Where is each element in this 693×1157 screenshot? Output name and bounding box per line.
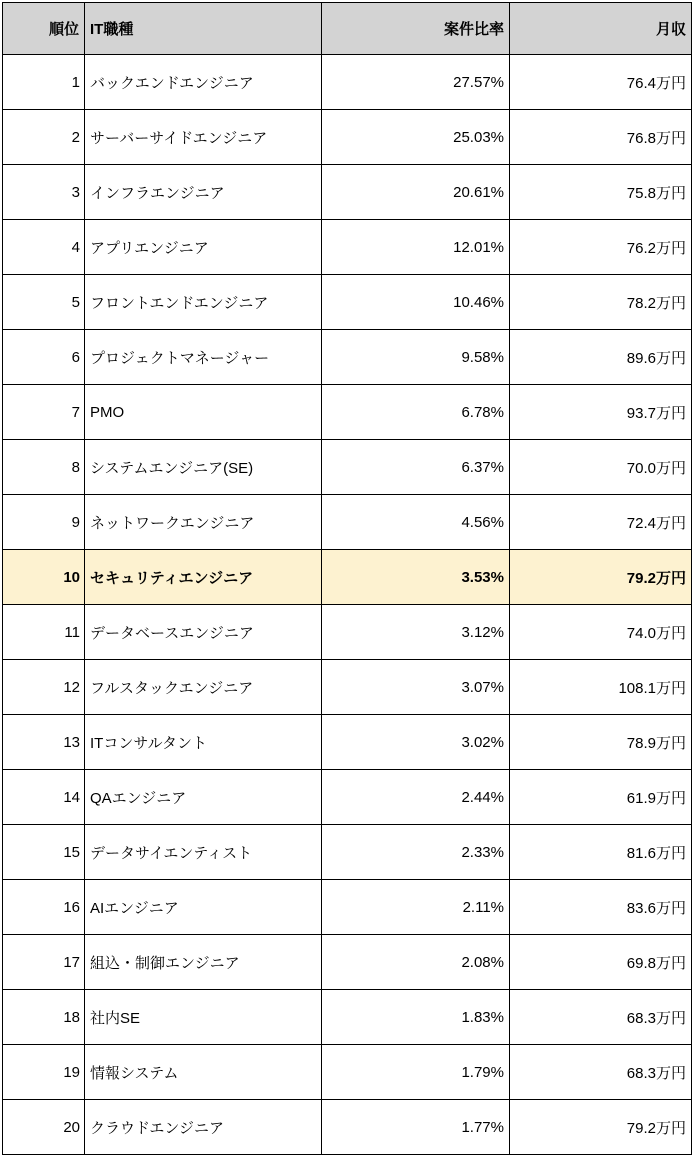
job-cell: インフラエンジニア bbox=[85, 165, 322, 220]
table-row bbox=[3, 825, 692, 880]
income-cell: 70.0万円 bbox=[510, 440, 692, 495]
ratio-cell: 3.12% bbox=[322, 605, 510, 660]
job-cell: 情報システム bbox=[85, 1045, 322, 1100]
rank-cell: 2 bbox=[3, 110, 85, 165]
job-cell: フロントエンドエンジニア bbox=[85, 275, 322, 330]
job-cell: フルスタックエンジニア bbox=[85, 660, 322, 715]
ratio-cell: 2.33% bbox=[322, 825, 510, 880]
table-body bbox=[3, 55, 692, 1155]
table-row bbox=[3, 605, 692, 660]
income-cell: 79.2万円 bbox=[510, 550, 692, 605]
rank-cell: 13 bbox=[3, 715, 85, 770]
rank-cell: 6 bbox=[3, 330, 85, 385]
table-row bbox=[3, 110, 692, 165]
table-row bbox=[3, 935, 692, 990]
ratio-cell: 10.46% bbox=[322, 275, 510, 330]
ratio-cell: 2.11% bbox=[322, 880, 510, 935]
header-row bbox=[3, 3, 692, 55]
income-cell: 78.2万円 bbox=[510, 275, 692, 330]
ratio-cell: 1.77% bbox=[322, 1100, 510, 1155]
table-row bbox=[3, 220, 692, 275]
rank-cell: 19 bbox=[3, 1045, 85, 1100]
ratio-cell: 9.58% bbox=[322, 330, 510, 385]
job-cell: クラウドエンジニア bbox=[85, 1100, 322, 1155]
rank-cell: 1 bbox=[3, 55, 85, 110]
header-ratio: 案件比率 bbox=[322, 3, 510, 55]
rank-cell: 14 bbox=[3, 770, 85, 825]
table-row bbox=[3, 1045, 692, 1100]
table-row bbox=[3, 715, 692, 770]
income-cell: 89.6万円 bbox=[510, 330, 692, 385]
rank-cell: 12 bbox=[3, 660, 85, 715]
job-cell: データベースエンジニア bbox=[85, 605, 322, 660]
job-cell: 社内SE bbox=[85, 990, 322, 1045]
rank-cell: 17 bbox=[3, 935, 85, 990]
ratio-cell: 3.53% bbox=[322, 550, 510, 605]
income-cell: 61.9万円 bbox=[510, 770, 692, 825]
rank-cell: 11 bbox=[3, 605, 85, 660]
table-row bbox=[3, 880, 692, 935]
job-cell: ネットワークエンジニア bbox=[85, 495, 322, 550]
ranking-table bbox=[2, 2, 692, 1155]
rank-cell: 7 bbox=[3, 385, 85, 440]
income-cell: 76.8万円 bbox=[510, 110, 692, 165]
income-cell: 68.3万円 bbox=[510, 990, 692, 1045]
job-cell: システムエンジニア(SE) bbox=[85, 440, 322, 495]
rank-cell: 3 bbox=[3, 165, 85, 220]
rank-cell: 5 bbox=[3, 275, 85, 330]
table-row bbox=[3, 1100, 692, 1155]
job-cell: AIエンジニア bbox=[85, 880, 322, 935]
table-row bbox=[3, 330, 692, 385]
job-cell: プロジェクトマネージャー bbox=[85, 330, 322, 385]
income-cell: 81.6万円 bbox=[510, 825, 692, 880]
table-row bbox=[3, 660, 692, 715]
income-cell: 72.4万円 bbox=[510, 495, 692, 550]
income-cell: 74.0万円 bbox=[510, 605, 692, 660]
header-job: IT職種 bbox=[85, 3, 322, 55]
table-row bbox=[3, 165, 692, 220]
ratio-cell: 27.57% bbox=[322, 55, 510, 110]
rank-cell: 10 bbox=[3, 550, 85, 605]
ratio-cell: 6.37% bbox=[322, 440, 510, 495]
job-cell: アプリエンジニア bbox=[85, 220, 322, 275]
job-cell: PMO bbox=[85, 385, 322, 440]
ratio-cell: 2.44% bbox=[322, 770, 510, 825]
ratio-cell: 1.79% bbox=[322, 1045, 510, 1100]
income-cell: 78.9万円 bbox=[510, 715, 692, 770]
income-cell: 79.2万円 bbox=[510, 1100, 692, 1155]
ratio-cell: 25.03% bbox=[322, 110, 510, 165]
ratio-cell: 3.02% bbox=[322, 715, 510, 770]
table-row bbox=[3, 770, 692, 825]
ratio-cell: 6.78% bbox=[322, 385, 510, 440]
income-cell: 76.4万円 bbox=[510, 55, 692, 110]
table-row bbox=[3, 55, 692, 110]
ratio-cell: 3.07% bbox=[322, 660, 510, 715]
rank-cell: 18 bbox=[3, 990, 85, 1045]
income-cell: 75.8万円 bbox=[510, 165, 692, 220]
ratio-cell: 12.01% bbox=[322, 220, 510, 275]
income-cell: 108.1万円 bbox=[510, 660, 692, 715]
ratio-cell: 4.56% bbox=[322, 495, 510, 550]
income-cell: 83.6万円 bbox=[510, 880, 692, 935]
job-cell: ITコンサルタント bbox=[85, 715, 322, 770]
table-row-highlighted bbox=[3, 550, 692, 605]
rank-cell: 16 bbox=[3, 880, 85, 935]
ratio-cell: 2.08% bbox=[322, 935, 510, 990]
job-cell: QAエンジニア bbox=[85, 770, 322, 825]
table-row bbox=[3, 990, 692, 1045]
income-cell: 93.7万円 bbox=[510, 385, 692, 440]
ratio-cell: 1.83% bbox=[322, 990, 510, 1045]
income-cell: 76.2万円 bbox=[510, 220, 692, 275]
table-row bbox=[3, 495, 692, 550]
ratio-cell: 20.61% bbox=[322, 165, 510, 220]
table-row bbox=[3, 275, 692, 330]
job-cell: バックエンドエンジニア bbox=[85, 55, 322, 110]
job-cell: 組込・制御エンジニア bbox=[85, 935, 322, 990]
rank-cell: 9 bbox=[3, 495, 85, 550]
rank-cell: 4 bbox=[3, 220, 85, 275]
income-cell: 68.3万円 bbox=[510, 1045, 692, 1100]
header-income: 月収 bbox=[510, 3, 692, 55]
table-row bbox=[3, 440, 692, 495]
job-cell: サーバーサイドエンジニア bbox=[85, 110, 322, 165]
table-row bbox=[3, 385, 692, 440]
job-cell: セキュリティエンジニア bbox=[85, 550, 322, 605]
header-rank: 順位 bbox=[3, 3, 85, 55]
rank-cell: 8 bbox=[3, 440, 85, 495]
rank-cell: 15 bbox=[3, 825, 85, 880]
job-cell: データサイエンティスト bbox=[85, 825, 322, 880]
rank-cell: 20 bbox=[3, 1100, 85, 1155]
income-cell: 69.8万円 bbox=[510, 935, 692, 990]
